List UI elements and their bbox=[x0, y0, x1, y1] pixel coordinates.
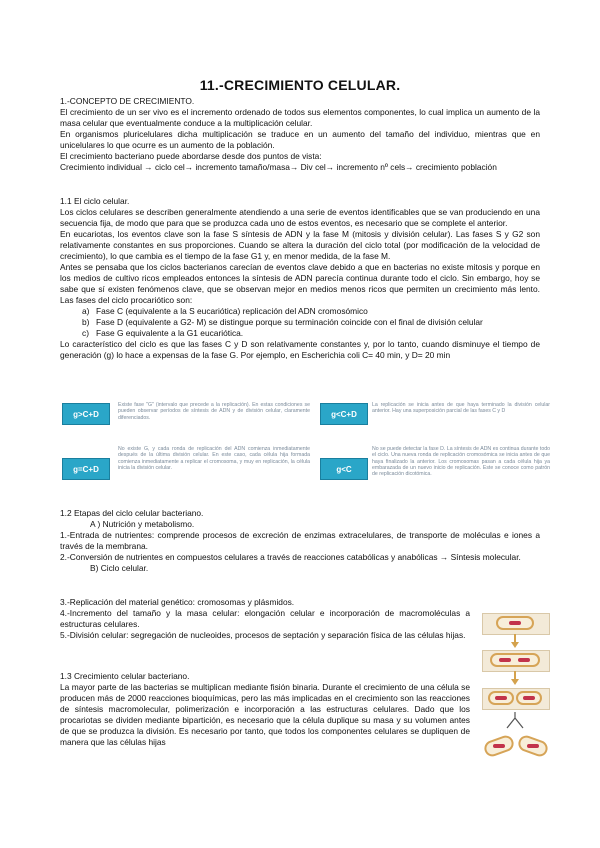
split-arrows-icon bbox=[504, 712, 526, 730]
phase-list bbox=[60, 306, 540, 339]
paragraph: La mayor parte de las bacterias se multiplican mediante fisión binaria. Durante el crecimiento de una célula se producen más de 2000 reacciones bioquímicas, pero las más implicadas en el crecimiento son las reacciones de síntesis macromolecular, polimerización e incorporación a las estructuras celulares. Dado que los procariotas se dividen mediante bipartición, es necesario que la célula duplique su masa y su volumen antes de que se produzca la división. Es necesario por tanto, que todos los componentes celulares se dupliquen de manera que las células hijas bbox=[60, 682, 470, 747]
list-item bbox=[60, 328, 540, 339]
section-1-3-heading: 1.3 Crecimiento celular bacteriano. bbox=[60, 671, 190, 681]
paragraph: 2.-Conversión de nutrientes en compuestos celulares a través de reacciones catabólicas y anabólicas → Síntesis molecular. bbox=[60, 552, 521, 562]
arrow-stem bbox=[514, 671, 516, 679]
paragraph: Lo característico del ciclo es que las fases C y D son relativamente constantes y, por lo tanto, cuando disminuye el tiempo de generación (g) lo hace a expensas de la fase G. Por ejemplo, en Escherichia coli C= 40 min, y D= 20 min bbox=[60, 339, 540, 360]
list-text: Fase C (equivalente a la S eucariótica) replicación del ADN cromosómico bbox=[96, 306, 368, 316]
paragraph: Los ciclos celulares se describen generalmente atendiendo a una serie de eventos identificables que se van produciendo en una secuencia fija, de modo que para que se produzca cada uno de estos eventos, es necesario que se complete el anterior. bbox=[60, 207, 540, 228]
nucleoid bbox=[527, 744, 539, 748]
paragraph: El crecimiento de un ser vivo es el incremento ordenado de todos sus elementos componentes, lo cual implica un aumento de la masa celular que eventualmente conduce a la multiplicación celular. bbox=[60, 107, 540, 128]
box-description: Existe fase "G" (intervalo que precede a la replicación). En estas condiciones se pueden observar períodos de síntesis de ADN y de división celular, claramente diferenciados. bbox=[118, 402, 310, 421]
list-text: Fase G equivalente a la G1 eucariótica. bbox=[96, 328, 244, 338]
box-description: No se puede detectar la fase D. La síntesis de ADN es continua durante todo el ciclo. Una nueva ronda de replicación cromosómica se inicia antes de que haya finalizado la anterior. Los cromosomas pasan a cada célula hija ya embarazada de un nuevo inicio de replicación. Este se conoce como patrón de replicación dicotómica. bbox=[372, 446, 550, 478]
paragraph: 4.-Incremento del tamaño y la masa celular: elongación celular e incorporación de macromoléculas a estructuras celulares. bbox=[60, 608, 470, 629]
box-description: No existe G, y cada ronda de replicación del ADN comienza inmediatamente después de la última división celular. En este caso, cada célula hija formada comienza inmediatamente a replicar el cromosoma, y muy en replicación, la célula inicia la división celular. bbox=[118, 446, 310, 471]
page-title: 11.-CRECIMIENTO CELULAR. bbox=[199, 77, 401, 93]
paragraph: Crecimiento individual → ciclo cel→ incremento tamaño/masa→ Div cel→ incremento nº cels→ crecimiento población bbox=[60, 162, 497, 172]
section-1-3 bbox=[60, 671, 470, 748]
section-1-2-heading: 1.2 Etapas del ciclo celular bacteriano. bbox=[60, 508, 204, 518]
subheading: A ) Nutrición y metabolismo. bbox=[90, 519, 195, 529]
bacterium-cell bbox=[490, 653, 540, 667]
nucleoid bbox=[523, 696, 535, 700]
section-1-2 bbox=[60, 508, 540, 574]
tag-g-lt-cd: g<C+D bbox=[320, 403, 368, 425]
list-text: Fase D (equivalente a G2- M) se distingue porque su terminación coincide con el final de división celular bbox=[96, 317, 483, 327]
list-item bbox=[60, 306, 540, 317]
paragraph: 1.-Entrada de nutrientes: comprende procesos de excreción de enzimas extracelulares, de transporte de moléculas e iones a través de la membrana. bbox=[60, 530, 540, 551]
section-1-1-heading: 1.1 El ciclo celular. bbox=[60, 196, 130, 206]
tag-g-eq-cd: g=C+D bbox=[62, 458, 110, 480]
nucleoid bbox=[509, 621, 521, 625]
section-1 bbox=[60, 96, 540, 173]
nucleoid bbox=[495, 696, 507, 700]
paragraph: En eucariotas, los eventos clave son la fase S síntesis de ADN y la fase M (mitosis y división celular). Las fases S y G2 son relativamente constantes en sus proporciones. Cuando se altera la duración del ciclo total (por modificación de la velocidad de crecimiento), lo que cambia es el tiempo de la fase G1 y, en menor medida, de la fase M. bbox=[60, 229, 540, 261]
paragraph: Antes se pensaba que los ciclos bacterianos carecían de eventos clave debido a que en bacterias no existe mitosis y porque en los medios de cultivo ricos empleados entonces la síntesis de ADN parecía continua durante todo el ciclo. Sin embargo, hoy se sabe que sí existen fenómenos clave, que se observan mejor en medios menos ricos que permiten un crecimiento más lento. Las fases del ciclo procariótico son: bbox=[60, 262, 540, 305]
arrow-down-icon bbox=[511, 642, 519, 648]
paragraph: En organismos pluricelulares dicha multiplicación se traduce en un aumento del tamaño del individuo, mientras que en unicelulares lo que ocurre es un aumento de la población. bbox=[60, 129, 540, 150]
paragraph: El crecimiento bacteriano puede abordarse desde dos puntos de vista: bbox=[60, 151, 322, 161]
subheading: B) Ciclo celular. bbox=[90, 563, 149, 573]
tag-g-gt-cd: g>C+D bbox=[62, 403, 110, 425]
list-item bbox=[60, 317, 540, 328]
paragraph: 5.-División celular: segregación de nucleoides, procesos de septación y separación física de las células hijas. bbox=[60, 630, 466, 640]
list-marker: b) bbox=[82, 317, 90, 327]
nucleoid bbox=[493, 744, 505, 748]
arrow-down-icon bbox=[511, 679, 519, 685]
section-1-heading: 1.-CONCEPTO DE CRECIMIENTO. bbox=[60, 96, 195, 106]
nucleoid bbox=[518, 658, 530, 662]
arrow-stem bbox=[514, 634, 516, 642]
list-marker: c) bbox=[82, 328, 89, 338]
list-marker: a) bbox=[82, 306, 90, 316]
section-1-2-cont bbox=[60, 597, 470, 641]
paragraph: 3.-Replicación del material genético: cromosomas y plásmidos. bbox=[60, 597, 295, 607]
tag-g-lt-c: g<C bbox=[320, 458, 368, 480]
nucleoid bbox=[499, 658, 511, 662]
section-1-1 bbox=[60, 196, 540, 361]
box-description: La replicación se inicia antes de que haya terminado la división celular anterior. Hay una superposición parcial de las fases C y D bbox=[372, 402, 550, 415]
